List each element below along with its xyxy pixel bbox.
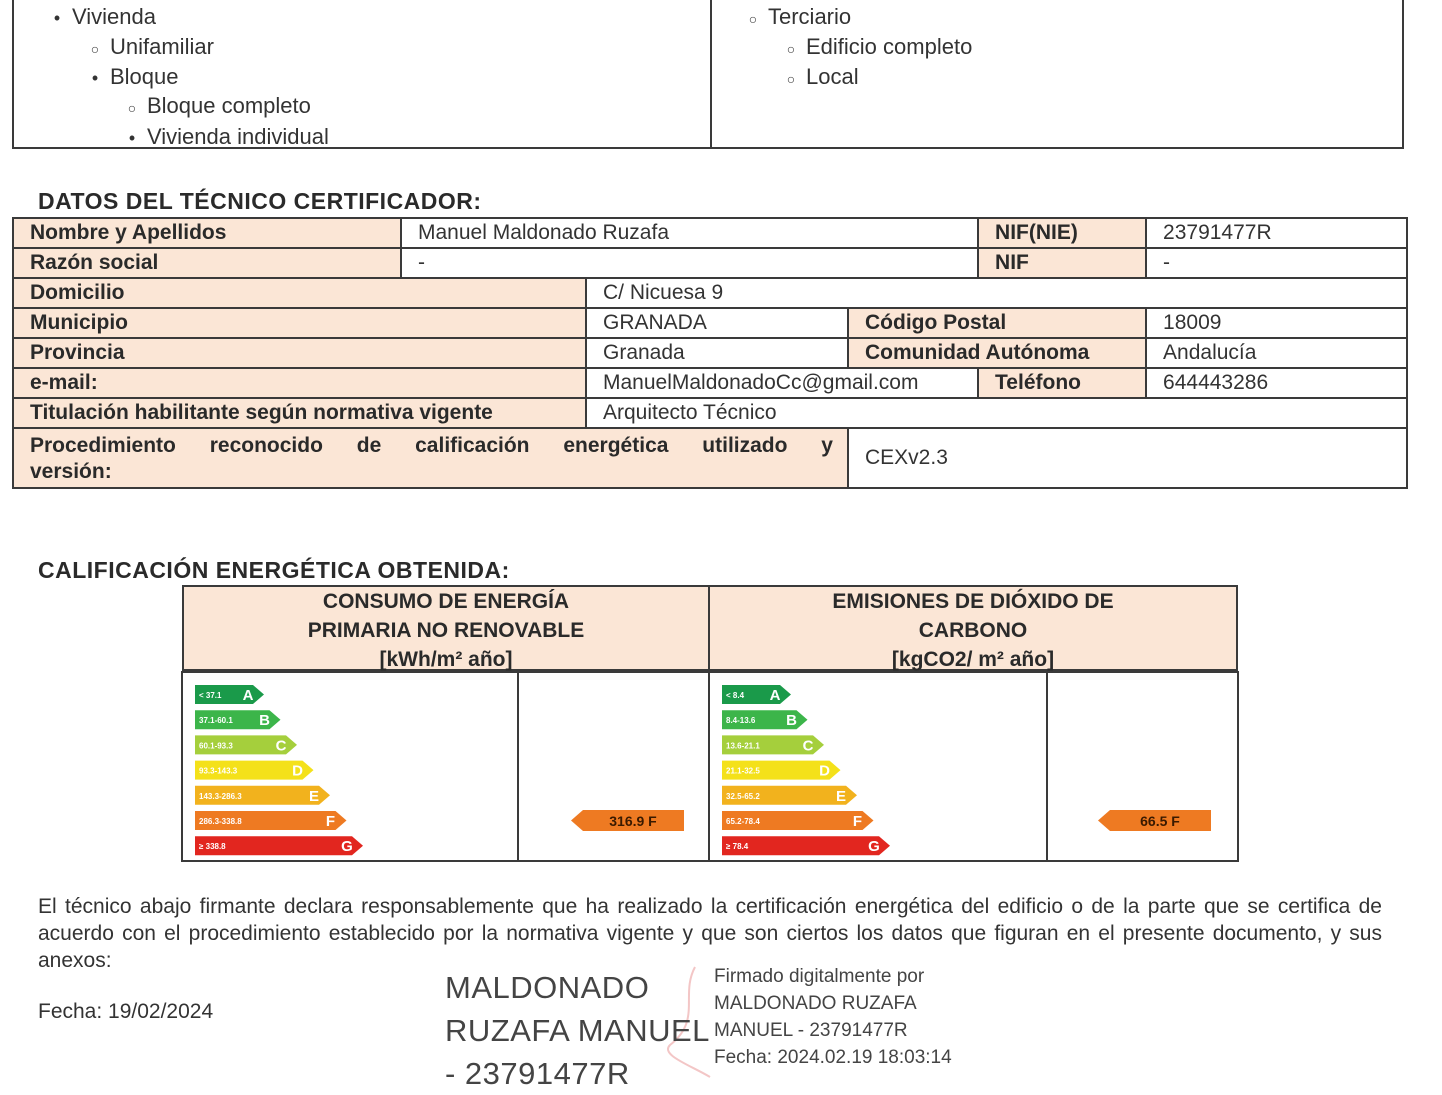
consumo-band-range: 286.3-338.8 (199, 817, 242, 826)
emisiones-band-E (722, 786, 857, 805)
hollow-bullet-icon: ○ (786, 71, 796, 87)
emisiones-title-line2: CARBONO (918, 619, 1028, 642)
consumo-band-letter: B (259, 712, 270, 730)
type-option-label: Vivienda (72, 4, 156, 29)
emisiones-band-letter: G (868, 838, 880, 856)
signature-info-line3: MANUEL - 23791477R (714, 1020, 908, 1041)
type-option-edificio-completo (784, 34, 972, 60)
titulacion-value: Arquitecto Técnico (586, 398, 1407, 428)
consumo-header (182, 585, 710, 671)
emisiones-band-C (722, 735, 824, 754)
type-option-vivienda (50, 4, 156, 30)
emisiones-title-line1: EMISIONES DE DIÓXIDO DE (832, 590, 1114, 613)
consumo-band-range: ≥ 338.8 (199, 842, 226, 852)
email-value: ManuelMaldonadoCc@gmail.com (586, 368, 978, 398)
provincia-value: Granada (586, 338, 848, 368)
consumo-band-B (195, 710, 281, 729)
type-option-label: Vivienda individual (147, 124, 329, 149)
emisiones-header (708, 585, 1238, 671)
consumo-band-range: < 37.1 (199, 691, 222, 700)
emisiones-band-range: 8.4-13.6 (726, 716, 756, 726)
consumo-band-letter: A (242, 687, 254, 704)
consumo-title-line3: [kWh/m² año] (379, 648, 513, 671)
procedimiento-label-line2: versión: (30, 460, 112, 483)
consumo-band-letter: F (325, 813, 336, 830)
emisiones-obtained-value: 66.5 F (1140, 813, 1180, 829)
procedimiento-value: CEXv2.3 (848, 428, 1407, 488)
building-type-divider (710, 0, 712, 147)
type-option-bloque (88, 64, 179, 90)
consumo-band-range: 60.1-93.3 (199, 741, 233, 751)
table-row (13, 218, 1407, 248)
type-option-label: Local (806, 64, 859, 89)
consumo-band-E (195, 786, 330, 805)
emisiones-band-letter: D (819, 762, 830, 780)
consumo-obtained-rating (571, 810, 684, 831)
emisiones-band-letter: E (835, 787, 847, 805)
municipio-value: GRANADA (586, 308, 848, 338)
nombre-label: Nombre y Apellidos (13, 218, 401, 248)
consumo-obtained-value: 316.9 F (609, 813, 657, 829)
emisiones-obtained-rating (1098, 810, 1211, 831)
codigo-postal-label: Código Postal (848, 308, 1146, 338)
titulacion-label: Titulación habilitante según normativa vigente (13, 398, 586, 428)
type-option-label: Terciario (768, 4, 852, 29)
emisiones-band-letter: C (802, 737, 814, 755)
emisiones-band-F (722, 811, 874, 830)
type-option-label: Edificio completo (806, 34, 973, 59)
signature-name-line3: - 23791477R (445, 1056, 630, 1091)
hollow-bullet-icon: ○ (786, 41, 796, 57)
calificacion-section-title: CALIFICACIÓN ENERGÉTICA OBTENIDA: (38, 557, 510, 583)
codigo-postal-value: 18009 (1146, 308, 1407, 338)
hollow-bullet-icon: ○ (127, 100, 137, 116)
table-row (13, 398, 1407, 428)
emisiones-band-range: 65.2-78.4 (726, 817, 760, 826)
type-option-terciario (746, 4, 851, 30)
signature-name (445, 966, 710, 1095)
nif-nie-label: NIF(NIE) (978, 218, 1146, 248)
consumo-band-F (195, 811, 347, 830)
consumo-band-letter: G (341, 838, 353, 856)
procedimiento-label (13, 428, 848, 488)
consumo-scale-panel (181, 671, 710, 862)
nif-value: - (1146, 248, 1407, 278)
emisiones-scale-chart (710, 673, 1237, 860)
email-label: e-mail: (13, 368, 586, 398)
hollow-bullet-icon: ○ (748, 11, 758, 27)
consumo-band-C (195, 735, 297, 754)
filled-bullet-icon: • (53, 8, 61, 28)
type-option-label: Bloque (110, 64, 179, 89)
nif-label: NIF (978, 248, 1146, 278)
emisiones-band-G (722, 836, 890, 855)
table-row (13, 368, 1407, 398)
signature-name-line2: RUZAFA MANUEL (445, 1013, 710, 1048)
consumo-title-line1: CONSUMO DE ENERGÍA (322, 590, 570, 613)
type-option-bloque-completo (125, 93, 311, 119)
nombre-value: Manuel Maldonado Ruzafa (401, 218, 978, 248)
table-row (13, 278, 1407, 308)
building-type-box (12, 0, 1404, 149)
table-row (13, 338, 1407, 368)
consumo-band-letter: C (275, 737, 287, 755)
type-option-local (784, 64, 859, 90)
comunidad-value: Andalucía (1146, 338, 1407, 368)
signature-info-line4: Fecha: 2024.02.19 18:03:14 (714, 1047, 952, 1068)
type-option-unifamiliar (88, 34, 214, 60)
telefono-label: Teléfono (978, 368, 1146, 398)
table-row (13, 308, 1407, 338)
type-option-vivienda-individual (125, 124, 329, 150)
declaracion-text: El técnico abajo firmante declara responsablemente que ha realizado la certificación energética del edificio o de la parte que se certifica de acuerdo con el procedimiento establecido por la normativa vigente y que son ciertos los datos que figuran en el presente documento, y sus anexos: (38, 895, 1382, 972)
razon-value: - (401, 248, 978, 278)
consumo-scale-chart (183, 673, 708, 860)
consumo-band-letter: E (308, 787, 320, 805)
consumo-band-range: 143.3-286.3 (199, 791, 242, 801)
consumo-band-D (195, 761, 314, 780)
signature-name-line1: MALDONADO (445, 970, 650, 1005)
emisiones-scale-panel (708, 671, 1239, 862)
signature-info-line2: MALDONADO RUZAFA (714, 993, 917, 1014)
consumo-band-range: 93.3-143.3 (199, 766, 238, 776)
domicilio-label: Domicilio (13, 278, 586, 308)
type-option-label: Bloque completo (147, 93, 311, 118)
tecnico-table (12, 217, 1408, 489)
emisiones-band-range: 32.5-65.2 (726, 791, 760, 801)
filled-bullet-icon: • (91, 68, 99, 88)
emisiones-band-range: 13.6-21.1 (726, 741, 760, 751)
table-row (13, 248, 1407, 278)
razon-label: Razón social (13, 248, 401, 278)
consumo-title-line2: PRIMARIA NO RENOVABLE (307, 619, 585, 642)
provincia-label: Provincia (13, 338, 586, 368)
consumo-band-G (195, 836, 363, 855)
emisiones-band-range: ≥ 78.4 (726, 842, 749, 852)
signature-info-line1: Firmado digitalmente por (714, 966, 925, 987)
emisiones-band-letter: B (786, 712, 797, 730)
domicilio-value: C/ Nicuesa 9 (586, 278, 1407, 308)
nif-nie-value: 23791477R (1146, 218, 1407, 248)
emisiones-band-letter: F (852, 813, 863, 830)
signature-info (714, 963, 952, 1071)
telefono-value: 644443286 (1146, 368, 1407, 398)
type-option-label: Unifamiliar (110, 34, 214, 59)
hollow-bullet-icon: ○ (90, 41, 100, 57)
emisiones-band-letter: A (769, 687, 781, 704)
tecnico-section-title: DATOS DEL TÉCNICO CERTIFICADOR: (38, 188, 482, 214)
consumo-band-letter: D (292, 762, 303, 780)
comunidad-label: Comunidad Autónoma (848, 338, 1146, 368)
consumo-band-range: 37.1-60.1 (199, 716, 233, 726)
fecha-text: Fecha: 19/02/2024 (38, 1000, 214, 1023)
emisiones-band-A (722, 685, 791, 704)
emisiones-band-B (722, 710, 808, 729)
municipio-label: Municipio (13, 308, 586, 338)
procedimiento-label-line1: Procedimiento reconocido de calificación energética utilizado y (30, 434, 833, 457)
emisiones-band-range: < 8.4 (726, 691, 745, 700)
filled-bullet-icon: • (128, 128, 136, 148)
emisiones-title-line3: [kgCO2/ m² año] (891, 648, 1055, 671)
emisiones-band-D (722, 761, 841, 780)
consumo-band-A (195, 685, 264, 704)
table-row (13, 428, 1407, 488)
emisiones-band-range: 21.1-32.5 (726, 766, 760, 776)
